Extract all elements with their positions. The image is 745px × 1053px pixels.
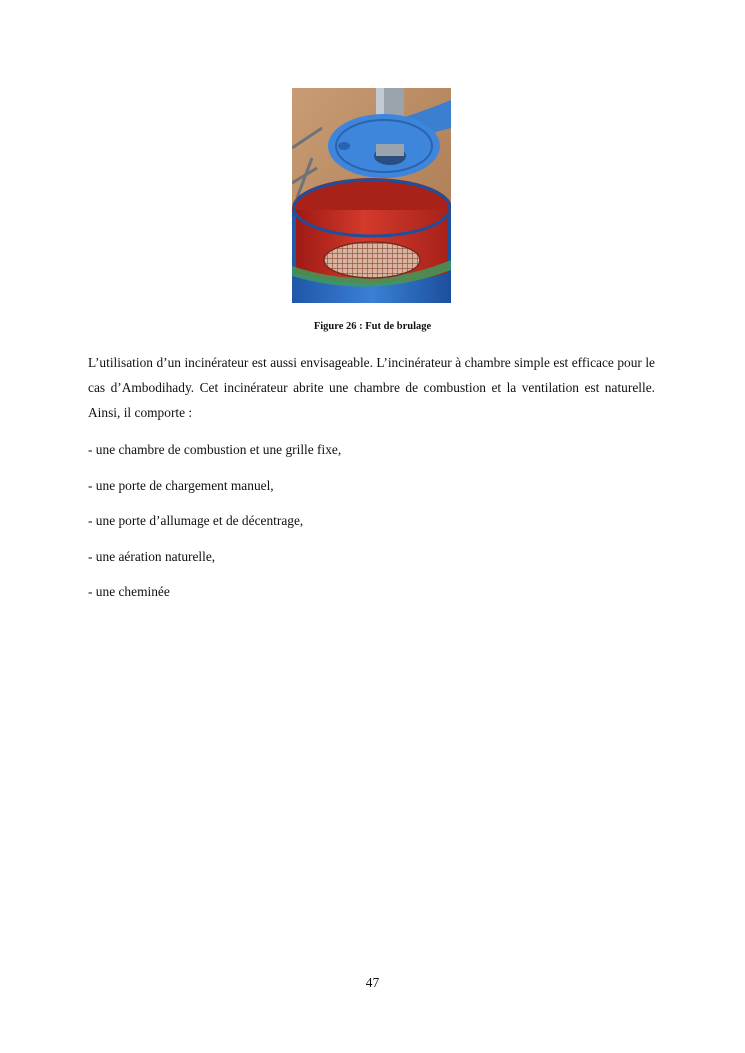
component-list — [88, 441, 655, 619]
list-item: - une chambre de combustion et une grille fixe, — [88, 442, 342, 457]
list-item: - une porte de chargement manuel, — [88, 477, 274, 493]
burn-drum-photo — [292, 88, 451, 303]
lid-bung — [338, 142, 350, 150]
list-item: - une aération naturelle, — [88, 548, 216, 564]
page-number: 47 — [365, 975, 380, 990]
figure-image — [292, 88, 451, 303]
list-item: - une porte d’allumage et de décentrage, — [88, 513, 304, 528]
figure-caption: Figure 26 : Fut de brulage — [313, 321, 432, 332]
body-paragraph: L’utilisation d’un incinérateur est aussi envisageable. L’incinérateur à chambre simple est efficace pour le cas d’Ambodihady. Cet incinérateur abrite une chambre de combustion et la ventilation est naturelle. Ainsi, il comporte : — [88, 355, 655, 420]
list-item: - une cheminée — [88, 584, 170, 599]
